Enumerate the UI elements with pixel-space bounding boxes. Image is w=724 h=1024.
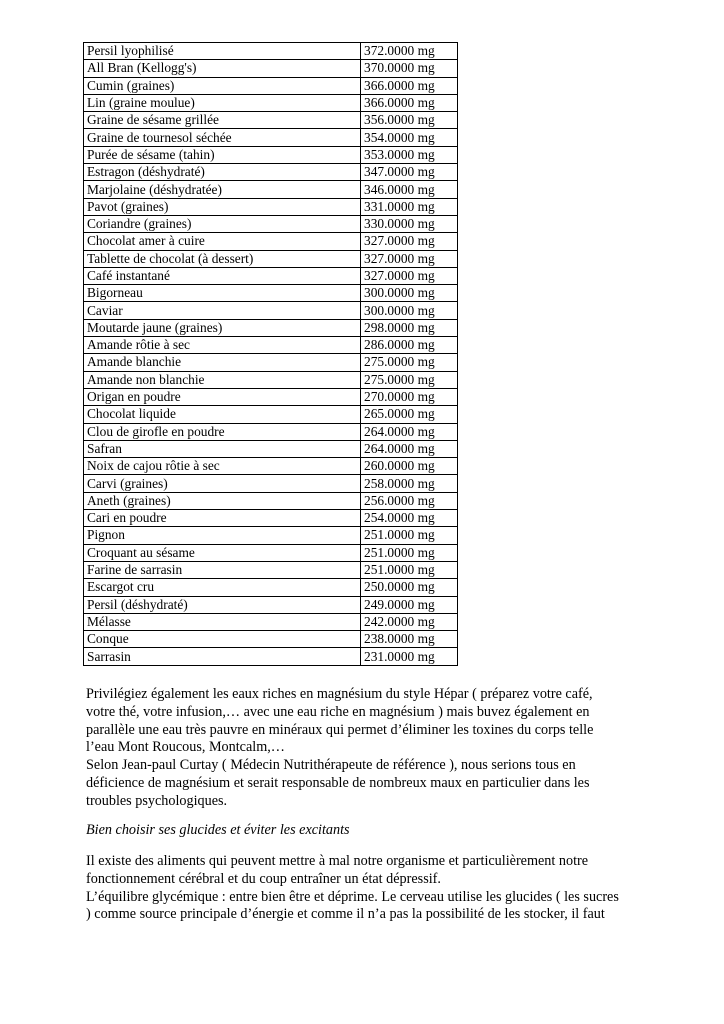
food-name-cell: Carvi (graines) <box>84 475 361 492</box>
paragraph-line: L’équilibre glycémique : entre bien être et déprime. Le cerveau utilise les glucides ( les sucres <box>86 888 619 905</box>
table-row <box>84 423 458 440</box>
magnesium-amount-cell: 242.0000 mg <box>361 613 458 630</box>
magnesium-amount-cell: 254.0000 mg <box>361 510 458 527</box>
magnesium-amount-cell: 260.0000 mg <box>361 458 458 475</box>
magnesium-amount-cell: 327.0000 mg <box>361 250 458 267</box>
food-name-cell: Persil lyophilisé <box>84 43 361 60</box>
paragraph-line: l’eau Mont Roucous, Montcalm,… <box>86 739 285 756</box>
food-name-cell: Safran <box>84 440 361 457</box>
food-name-cell: Chocolat amer à cuire <box>84 233 361 250</box>
magnesium-amount-cell: 265.0000 mg <box>361 406 458 423</box>
magnesium-amount-cell: 251.0000 mg <box>361 527 458 544</box>
table-row <box>84 458 458 475</box>
table-row <box>84 371 458 388</box>
food-name-cell: Pignon <box>84 527 361 544</box>
magnesium-amount-cell: 264.0000 mg <box>361 440 458 457</box>
table-row <box>84 267 458 284</box>
magnesium-amount-cell: 366.0000 mg <box>361 94 458 111</box>
table-row <box>84 319 458 336</box>
magnesium-amount-cell: 327.0000 mg <box>361 233 458 250</box>
food-name-cell: Lin (graine moulue) <box>84 94 361 111</box>
magnesium-amount-cell: 264.0000 mg <box>361 423 458 440</box>
food-name-cell: Cumin (graines) <box>84 77 361 94</box>
food-name-cell: Graine de tournesol séchée <box>84 129 361 146</box>
magnesium-amount-cell: 258.0000 mg <box>361 475 458 492</box>
food-name-cell: All Bran (Kellogg's) <box>84 60 361 77</box>
magnesium-amount-cell: 370.0000 mg <box>361 60 458 77</box>
food-name-cell: Mélasse <box>84 613 361 630</box>
magnesium-amount-cell: 347.0000 mg <box>361 164 458 181</box>
mineral-water-paragraph <box>86 686 646 811</box>
table-row <box>84 198 458 215</box>
table-row <box>84 527 458 544</box>
magnesium-content-table <box>83 42 458 666</box>
magnesium-amount-cell: 249.0000 mg <box>361 596 458 613</box>
magnesium-amount-cell: 300.0000 mg <box>361 302 458 319</box>
table-row <box>84 60 458 77</box>
magnesium-amount-cell: 251.0000 mg <box>361 544 458 561</box>
table-row <box>84 337 458 354</box>
magnesium-amount-cell: 250.0000 mg <box>361 579 458 596</box>
food-name-cell: Persil (déshydraté) <box>84 596 361 613</box>
table-row <box>84 302 458 319</box>
food-name-cell: Café instantané <box>84 267 361 284</box>
paragraph-line: Privilégiez également les eaux riches en magnésium du style Hépar ( préparez votre café, <box>86 686 593 702</box>
table-row <box>84 631 458 648</box>
table-row <box>84 94 458 111</box>
paragraph-line: votre thé, votre infusion,… avec une eau riche en magnésium ) mais buvez également en <box>86 703 590 720</box>
magnesium-amount-cell: 354.0000 mg <box>361 129 458 146</box>
food-name-cell: Clou de girofle en poudre <box>84 423 361 440</box>
table-body <box>84 43 458 666</box>
table-row <box>84 146 458 163</box>
table-row <box>84 475 458 492</box>
food-name-cell: Bigorneau <box>84 285 361 302</box>
magnesium-amount-cell: 275.0000 mg <box>361 354 458 371</box>
magnesium-amount-cell: 356.0000 mg <box>361 112 458 129</box>
glucides-paragraph <box>86 853 646 924</box>
food-name-cell: Amande blanchie <box>84 354 361 371</box>
food-name-cell: Origan en poudre <box>84 388 361 405</box>
table-row <box>84 181 458 198</box>
table-row <box>84 613 458 630</box>
food-name-cell: Escargot cru <box>84 579 361 596</box>
magnesium-amount-cell: 327.0000 mg <box>361 267 458 284</box>
food-name-cell: Noix de cajou rôtie à sec <box>84 458 361 475</box>
table-row <box>84 544 458 561</box>
table-row <box>84 354 458 371</box>
magnesium-amount-cell: 256.0000 mg <box>361 492 458 509</box>
table-row <box>84 215 458 232</box>
table-row <box>84 250 458 267</box>
section-heading <box>86 822 646 840</box>
magnesium-amount-cell: 330.0000 mg <box>361 215 458 232</box>
food-name-cell: Estragon (déshydraté) <box>84 164 361 181</box>
table-row <box>84 388 458 405</box>
food-name-cell: Farine de sarrasin <box>84 561 361 578</box>
magnesium-amount-cell: 331.0000 mg <box>361 198 458 215</box>
magnesium-amount-cell: 346.0000 mg <box>361 181 458 198</box>
table-row <box>84 579 458 596</box>
food-name-cell: Caviar <box>84 302 361 319</box>
food-name-cell: Tablette de chocolat (à dessert) <box>84 250 361 267</box>
magnesium-amount-cell: 231.0000 mg <box>361 648 458 665</box>
food-name-cell: Sarrasin <box>84 648 361 665</box>
table-row <box>84 406 458 423</box>
paragraph-line: ) comme source principale d’énergie et comme il n’a pas la possibilité de les stocker, il faut <box>86 906 605 923</box>
section-heading-text: Bien choisir ses glucides et éviter les excitants <box>86 822 350 838</box>
paragraph-line: fonctionnement cérébral et du coup entraîner un état dépressif. <box>86 870 441 887</box>
paragraph-line: Il existe des aliments qui peuvent mettre à mal notre organisme et particulièrement notre <box>86 853 589 869</box>
food-name-cell: Amande non blanchie <box>84 371 361 388</box>
magnesium-amount-cell: 275.0000 mg <box>361 371 458 388</box>
magnesium-amount-cell: 298.0000 mg <box>361 319 458 336</box>
food-name-cell: Amande rôtie à sec <box>84 337 361 354</box>
table-row <box>84 43 458 60</box>
magnesium-amount-cell: 300.0000 mg <box>361 285 458 302</box>
food-name-cell: Purée de sésame (tahin) <box>84 146 361 163</box>
food-name-cell: Pavot (graines) <box>84 198 361 215</box>
table-row <box>84 112 458 129</box>
food-name-cell: Chocolat liquide <box>84 406 361 423</box>
paragraph-line: déficience de magnésium et serait responsable de nombreux maux en particulier dans les <box>86 774 590 791</box>
food-name-cell: Conque <box>84 631 361 648</box>
table-row <box>84 492 458 509</box>
food-name-cell: Coriandre (graines) <box>84 215 361 232</box>
food-name-cell: Graine de sésame grillée <box>84 112 361 129</box>
table-row <box>84 77 458 94</box>
magnesium-amount-cell: 251.0000 mg <box>361 561 458 578</box>
table-row <box>84 440 458 457</box>
magnesium-amount-cell: 238.0000 mg <box>361 631 458 648</box>
paragraph-line: troubles psychologiques. <box>86 792 228 809</box>
magnesium-amount-cell: 353.0000 mg <box>361 146 458 163</box>
paragraph-line: parallèle une eau très pauvre en minéraux qui permet d’éliminer les toxines du corps telle <box>86 721 594 738</box>
table-row <box>84 561 458 578</box>
food-name-cell: Cari en poudre <box>84 510 361 527</box>
table-row <box>84 233 458 250</box>
magnesium-amount-cell: 372.0000 mg <box>361 43 458 60</box>
table-row <box>84 596 458 613</box>
magnesium-amount-cell: 270.0000 mg <box>361 388 458 405</box>
food-name-cell: Moutarde jaune (graines) <box>84 319 361 336</box>
food-name-cell: Aneth (graines) <box>84 492 361 509</box>
paragraph-line: Selon Jean-paul Curtay ( Médecin Nutrithérapeute de référence ), nous serions tous en <box>86 757 576 774</box>
table-row <box>84 510 458 527</box>
table-row <box>84 164 458 181</box>
food-name-cell: Croquant au sésame <box>84 544 361 561</box>
magnesium-amount-cell: 286.0000 mg <box>361 337 458 354</box>
food-name-cell: Marjolaine (déshydratée) <box>84 181 361 198</box>
table-row <box>84 648 458 665</box>
table-row <box>84 285 458 302</box>
table-row <box>84 129 458 146</box>
magnesium-amount-cell: 366.0000 mg <box>361 77 458 94</box>
